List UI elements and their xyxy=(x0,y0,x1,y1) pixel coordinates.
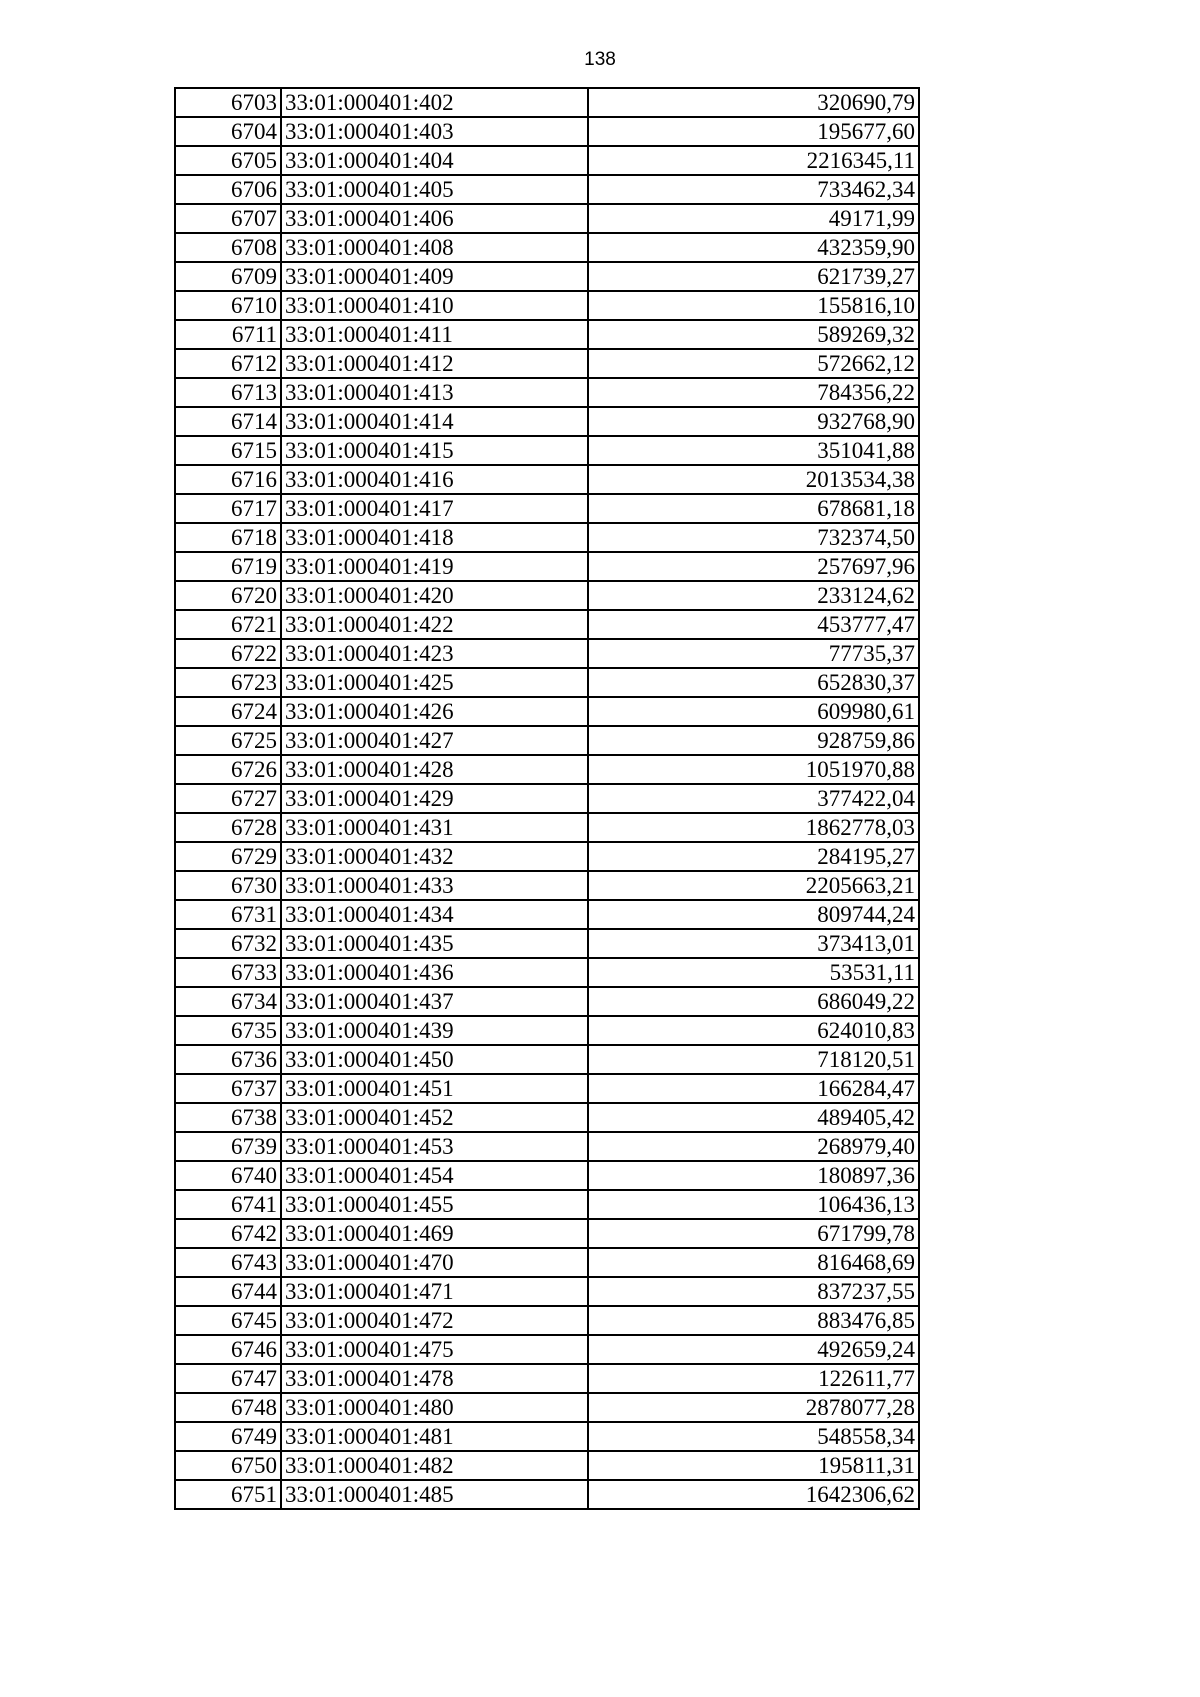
table-row xyxy=(175,1248,919,1277)
cadastral-value-cell: 2205663,21 xyxy=(588,871,919,900)
table-row xyxy=(175,1016,919,1045)
row-number-cell: 6738 xyxy=(175,1103,281,1132)
cadastral-number-cell: 33:01:000401:471 xyxy=(281,1277,588,1306)
cadastral-number-cell: 33:01:000401:414 xyxy=(281,407,588,436)
cadastral-number-cell: 33:01:000401:475 xyxy=(281,1335,588,1364)
cadastral-number-cell: 33:01:000401:422 xyxy=(281,610,588,639)
cadastral-number-cell: 33:01:000401:415 xyxy=(281,436,588,465)
row-number-cell: 6727 xyxy=(175,784,281,813)
row-number-cell: 6734 xyxy=(175,987,281,1016)
row-number-cell: 6739 xyxy=(175,1132,281,1161)
table-row xyxy=(175,668,919,697)
table-row xyxy=(175,639,919,668)
cadastral-number-cell: 33:01:000401:417 xyxy=(281,494,588,523)
cadastral-value-cell: 489405,42 xyxy=(588,1103,919,1132)
table-row xyxy=(175,1364,919,1393)
cadastral-number-cell: 33:01:000401:434 xyxy=(281,900,588,929)
page-number: 138 xyxy=(584,49,616,70)
table-row xyxy=(175,813,919,842)
table-row xyxy=(175,117,919,146)
cadastral-value-cell: 180897,36 xyxy=(588,1161,919,1190)
cadastral-number-cell: 33:01:000401:404 xyxy=(281,146,588,175)
cadastral-value-cell: 1051970,88 xyxy=(588,755,919,784)
cadastral-value-cell: 166284,47 xyxy=(588,1074,919,1103)
row-number-cell: 6737 xyxy=(175,1074,281,1103)
table-row xyxy=(175,552,919,581)
table-row xyxy=(175,465,919,494)
cadastral-number-cell: 33:01:000401:423 xyxy=(281,639,588,668)
cadastral-value-cell: 106436,13 xyxy=(588,1190,919,1219)
cadastral-value-cell: 195811,31 xyxy=(588,1451,919,1480)
cadastral-value-cell: 53531,11 xyxy=(588,958,919,987)
table-row xyxy=(175,1190,919,1219)
cadastral-value-cell: 733462,34 xyxy=(588,175,919,204)
table-row xyxy=(175,378,919,407)
row-number-cell: 6733 xyxy=(175,958,281,987)
cadastral-value-cell: 784356,22 xyxy=(588,378,919,407)
cadastral-number-cell: 33:01:000401:435 xyxy=(281,929,588,958)
row-number-cell: 6707 xyxy=(175,204,281,233)
table-row xyxy=(175,523,919,552)
table-row xyxy=(175,146,919,175)
row-number-cell: 6740 xyxy=(175,1161,281,1190)
cadastral-value-cell: 621739,27 xyxy=(588,262,919,291)
cadastral-number-cell: 33:01:000401:454 xyxy=(281,1161,588,1190)
cadastral-number-cell: 33:01:000401:470 xyxy=(281,1248,588,1277)
row-number-cell: 6725 xyxy=(175,726,281,755)
cadastral-value-cell: 718120,51 xyxy=(588,1045,919,1074)
table-row xyxy=(175,1306,919,1335)
row-number-cell: 6744 xyxy=(175,1277,281,1306)
cadastral-value-cell: 377422,04 xyxy=(588,784,919,813)
row-number-cell: 6743 xyxy=(175,1248,281,1277)
row-number-cell: 6703 xyxy=(175,88,281,117)
cadastral-number-cell: 33:01:000401:452 xyxy=(281,1103,588,1132)
cadastral-value-cell: 548558,34 xyxy=(588,1422,919,1451)
cadastral-number-cell: 33:01:000401:427 xyxy=(281,726,588,755)
cadastral-number-cell: 33:01:000401:418 xyxy=(281,523,588,552)
cadastral-number-cell: 33:01:000401:437 xyxy=(281,987,588,1016)
row-number-cell: 6751 xyxy=(175,1480,281,1509)
cadastral-number-cell: 33:01:000401:472 xyxy=(281,1306,588,1335)
row-number-cell: 6720 xyxy=(175,581,281,610)
table-row xyxy=(175,1219,919,1248)
row-number-cell: 6730 xyxy=(175,871,281,900)
cadastral-value-cell: 1642306,62 xyxy=(588,1480,919,1509)
table-row xyxy=(175,320,919,349)
row-number-cell: 6732 xyxy=(175,929,281,958)
row-number-cell: 6708 xyxy=(175,233,281,262)
cadastral-number-cell: 33:01:000401:425 xyxy=(281,668,588,697)
row-number-cell: 6718 xyxy=(175,523,281,552)
table-row xyxy=(175,1161,919,1190)
table-row xyxy=(175,233,919,262)
cadastral-value-cell: 284195,27 xyxy=(588,842,919,871)
row-number-cell: 6747 xyxy=(175,1364,281,1393)
table-row xyxy=(175,871,919,900)
cadastral-value-cell: 320690,79 xyxy=(588,88,919,117)
cadastral-number-cell: 33:01:000401:431 xyxy=(281,813,588,842)
table-row xyxy=(175,494,919,523)
cadastral-value-cell: 268979,40 xyxy=(588,1132,919,1161)
table-row xyxy=(175,262,919,291)
cadastral-number-cell: 33:01:000401:453 xyxy=(281,1132,588,1161)
row-number-cell: 6741 xyxy=(175,1190,281,1219)
table-row xyxy=(175,755,919,784)
table-row xyxy=(175,1132,919,1161)
row-number-cell: 6710 xyxy=(175,291,281,320)
row-number-cell: 6750 xyxy=(175,1451,281,1480)
row-number-cell: 6731 xyxy=(175,900,281,929)
table-row xyxy=(175,1451,919,1480)
table-row xyxy=(175,1335,919,1364)
table-row xyxy=(175,697,919,726)
cadastral-value-cell: 77735,37 xyxy=(588,639,919,668)
cadastral-number-cell: 33:01:000401:433 xyxy=(281,871,588,900)
cadastral-value-cell: 678681,18 xyxy=(588,494,919,523)
cadastral-value-cell: 2216345,11 xyxy=(588,146,919,175)
row-number-cell: 6709 xyxy=(175,262,281,291)
cadastral-value-cell: 2013534,38 xyxy=(588,465,919,494)
cadastral-number-cell: 33:01:000401:410 xyxy=(281,291,588,320)
table-row xyxy=(175,987,919,1016)
table-row xyxy=(175,958,919,987)
cadastral-number-cell: 33:01:000401:455 xyxy=(281,1190,588,1219)
cadastral-value-cell: 257697,96 xyxy=(588,552,919,581)
cadastral-number-cell: 33:01:000401:420 xyxy=(281,581,588,610)
cadastral-value-cell: 883476,85 xyxy=(588,1306,919,1335)
cadastral-number-cell: 33:01:000401:428 xyxy=(281,755,588,784)
row-number-cell: 6716 xyxy=(175,465,281,494)
table-row xyxy=(175,349,919,378)
table-row xyxy=(175,175,919,204)
row-number-cell: 6723 xyxy=(175,668,281,697)
cadastral-number-cell: 33:01:000401:469 xyxy=(281,1219,588,1248)
cadastral-value-cell: 624010,83 xyxy=(588,1016,919,1045)
row-number-cell: 6715 xyxy=(175,436,281,465)
table-row xyxy=(175,1480,919,1509)
row-number-cell: 6713 xyxy=(175,378,281,407)
cadastral-number-cell: 33:01:000401:405 xyxy=(281,175,588,204)
cadastral-value-cell: 373413,01 xyxy=(588,929,919,958)
cadastral-value-cell: 233124,62 xyxy=(588,581,919,610)
cadastral-number-cell: 33:01:000401:411 xyxy=(281,320,588,349)
table-row xyxy=(175,1074,919,1103)
cadastral-number-cell: 33:01:000401:439 xyxy=(281,1016,588,1045)
cadastral-value-cell: 809744,24 xyxy=(588,900,919,929)
cadastral-value-cell: 432359,90 xyxy=(588,233,919,262)
cadastral-value-cell: 2878077,28 xyxy=(588,1393,919,1422)
row-number-cell: 6706 xyxy=(175,175,281,204)
row-number-cell: 6736 xyxy=(175,1045,281,1074)
cadastral-number-cell: 33:01:000401:408 xyxy=(281,233,588,262)
cadastral-value-cell: 928759,86 xyxy=(588,726,919,755)
cadastral-number-cell: 33:01:000401:403 xyxy=(281,117,588,146)
row-number-cell: 6742 xyxy=(175,1219,281,1248)
cadastral-number-cell: 33:01:000401:419 xyxy=(281,552,588,581)
cadastral-value-cell: 837237,55 xyxy=(588,1277,919,1306)
cadastral-value-cell: 1862778,03 xyxy=(588,813,919,842)
table-row xyxy=(175,726,919,755)
cadastral-number-cell: 33:01:000401:481 xyxy=(281,1422,588,1451)
table-row xyxy=(175,407,919,436)
table-row xyxy=(175,1422,919,1451)
table-row xyxy=(175,842,919,871)
cadastral-number-cell: 33:01:000401:436 xyxy=(281,958,588,987)
row-number-cell: 6721 xyxy=(175,610,281,639)
row-number-cell: 6717 xyxy=(175,494,281,523)
row-number-cell: 6724 xyxy=(175,697,281,726)
cadastral-number-cell: 33:01:000401:402 xyxy=(281,88,588,117)
table-row xyxy=(175,88,919,117)
cadastral-number-cell: 33:01:000401:450 xyxy=(281,1045,588,1074)
table-row xyxy=(175,1103,919,1132)
cadastral-value-cell: 609980,61 xyxy=(588,697,919,726)
cadastral-number-cell: 33:01:000401:426 xyxy=(281,697,588,726)
cadastral-number-cell: 33:01:000401:480 xyxy=(281,1393,588,1422)
table-row xyxy=(175,436,919,465)
cadastral-value-cell: 122611,77 xyxy=(588,1364,919,1393)
cadastral-value-cell: 351041,88 xyxy=(588,436,919,465)
cadastral-value-cell: 195677,60 xyxy=(588,117,919,146)
cadastral-value-table xyxy=(174,87,920,1510)
table-row xyxy=(175,291,919,320)
table-body xyxy=(175,88,919,1509)
cadastral-value-cell: 816468,69 xyxy=(588,1248,919,1277)
cadastral-number-cell: 33:01:000401:416 xyxy=(281,465,588,494)
table-row xyxy=(175,784,919,813)
row-number-cell: 6712 xyxy=(175,349,281,378)
cadastral-number-cell: 33:01:000401:406 xyxy=(281,204,588,233)
table-row xyxy=(175,929,919,958)
cadastral-number-cell: 33:01:000401:451 xyxy=(281,1074,588,1103)
row-number-cell: 6735 xyxy=(175,1016,281,1045)
table-row xyxy=(175,610,919,639)
cadastral-value-cell: 155816,10 xyxy=(588,291,919,320)
cadastral-number-cell: 33:01:000401:478 xyxy=(281,1364,588,1393)
cadastral-number-cell: 33:01:000401:413 xyxy=(281,378,588,407)
table-row xyxy=(175,1045,919,1074)
row-number-cell: 6705 xyxy=(175,146,281,175)
cadastral-value-cell: 671799,78 xyxy=(588,1219,919,1248)
row-number-cell: 6729 xyxy=(175,842,281,871)
table-row xyxy=(175,204,919,233)
row-number-cell: 6745 xyxy=(175,1306,281,1335)
row-number-cell: 6714 xyxy=(175,407,281,436)
row-number-cell: 6711 xyxy=(175,320,281,349)
cadastral-number-cell: 33:01:000401:485 xyxy=(281,1480,588,1509)
row-number-cell: 6728 xyxy=(175,813,281,842)
cadastral-value-cell: 49171,99 xyxy=(588,204,919,233)
table-row xyxy=(175,1393,919,1422)
cadastral-value-cell: 652830,37 xyxy=(588,668,919,697)
row-number-cell: 6719 xyxy=(175,552,281,581)
cadastral-number-cell: 33:01:000401:429 xyxy=(281,784,588,813)
row-number-cell: 6746 xyxy=(175,1335,281,1364)
table-row xyxy=(175,581,919,610)
row-number-cell: 6748 xyxy=(175,1393,281,1422)
cadastral-number-cell: 33:01:000401:482 xyxy=(281,1451,588,1480)
cadastral-value-cell: 686049,22 xyxy=(588,987,919,1016)
cadastral-value-cell: 453777,47 xyxy=(588,610,919,639)
cadastral-number-cell: 33:01:000401:412 xyxy=(281,349,588,378)
cadastral-value-cell: 492659,24 xyxy=(588,1335,919,1364)
cadastral-value-cell: 572662,12 xyxy=(588,349,919,378)
cadastral-number-cell: 33:01:000401:409 xyxy=(281,262,588,291)
row-number-cell: 6722 xyxy=(175,639,281,668)
cadastral-value-cell: 589269,32 xyxy=(588,320,919,349)
table-row xyxy=(175,900,919,929)
table-row xyxy=(175,1277,919,1306)
cadastral-number-cell: 33:01:000401:432 xyxy=(281,842,588,871)
cadastral-value-cell: 932768,90 xyxy=(588,407,919,436)
row-number-cell: 6749 xyxy=(175,1422,281,1451)
row-number-cell: 6726 xyxy=(175,755,281,784)
row-number-cell: 6704 xyxy=(175,117,281,146)
cadastral-value-cell: 732374,50 xyxy=(588,523,919,552)
